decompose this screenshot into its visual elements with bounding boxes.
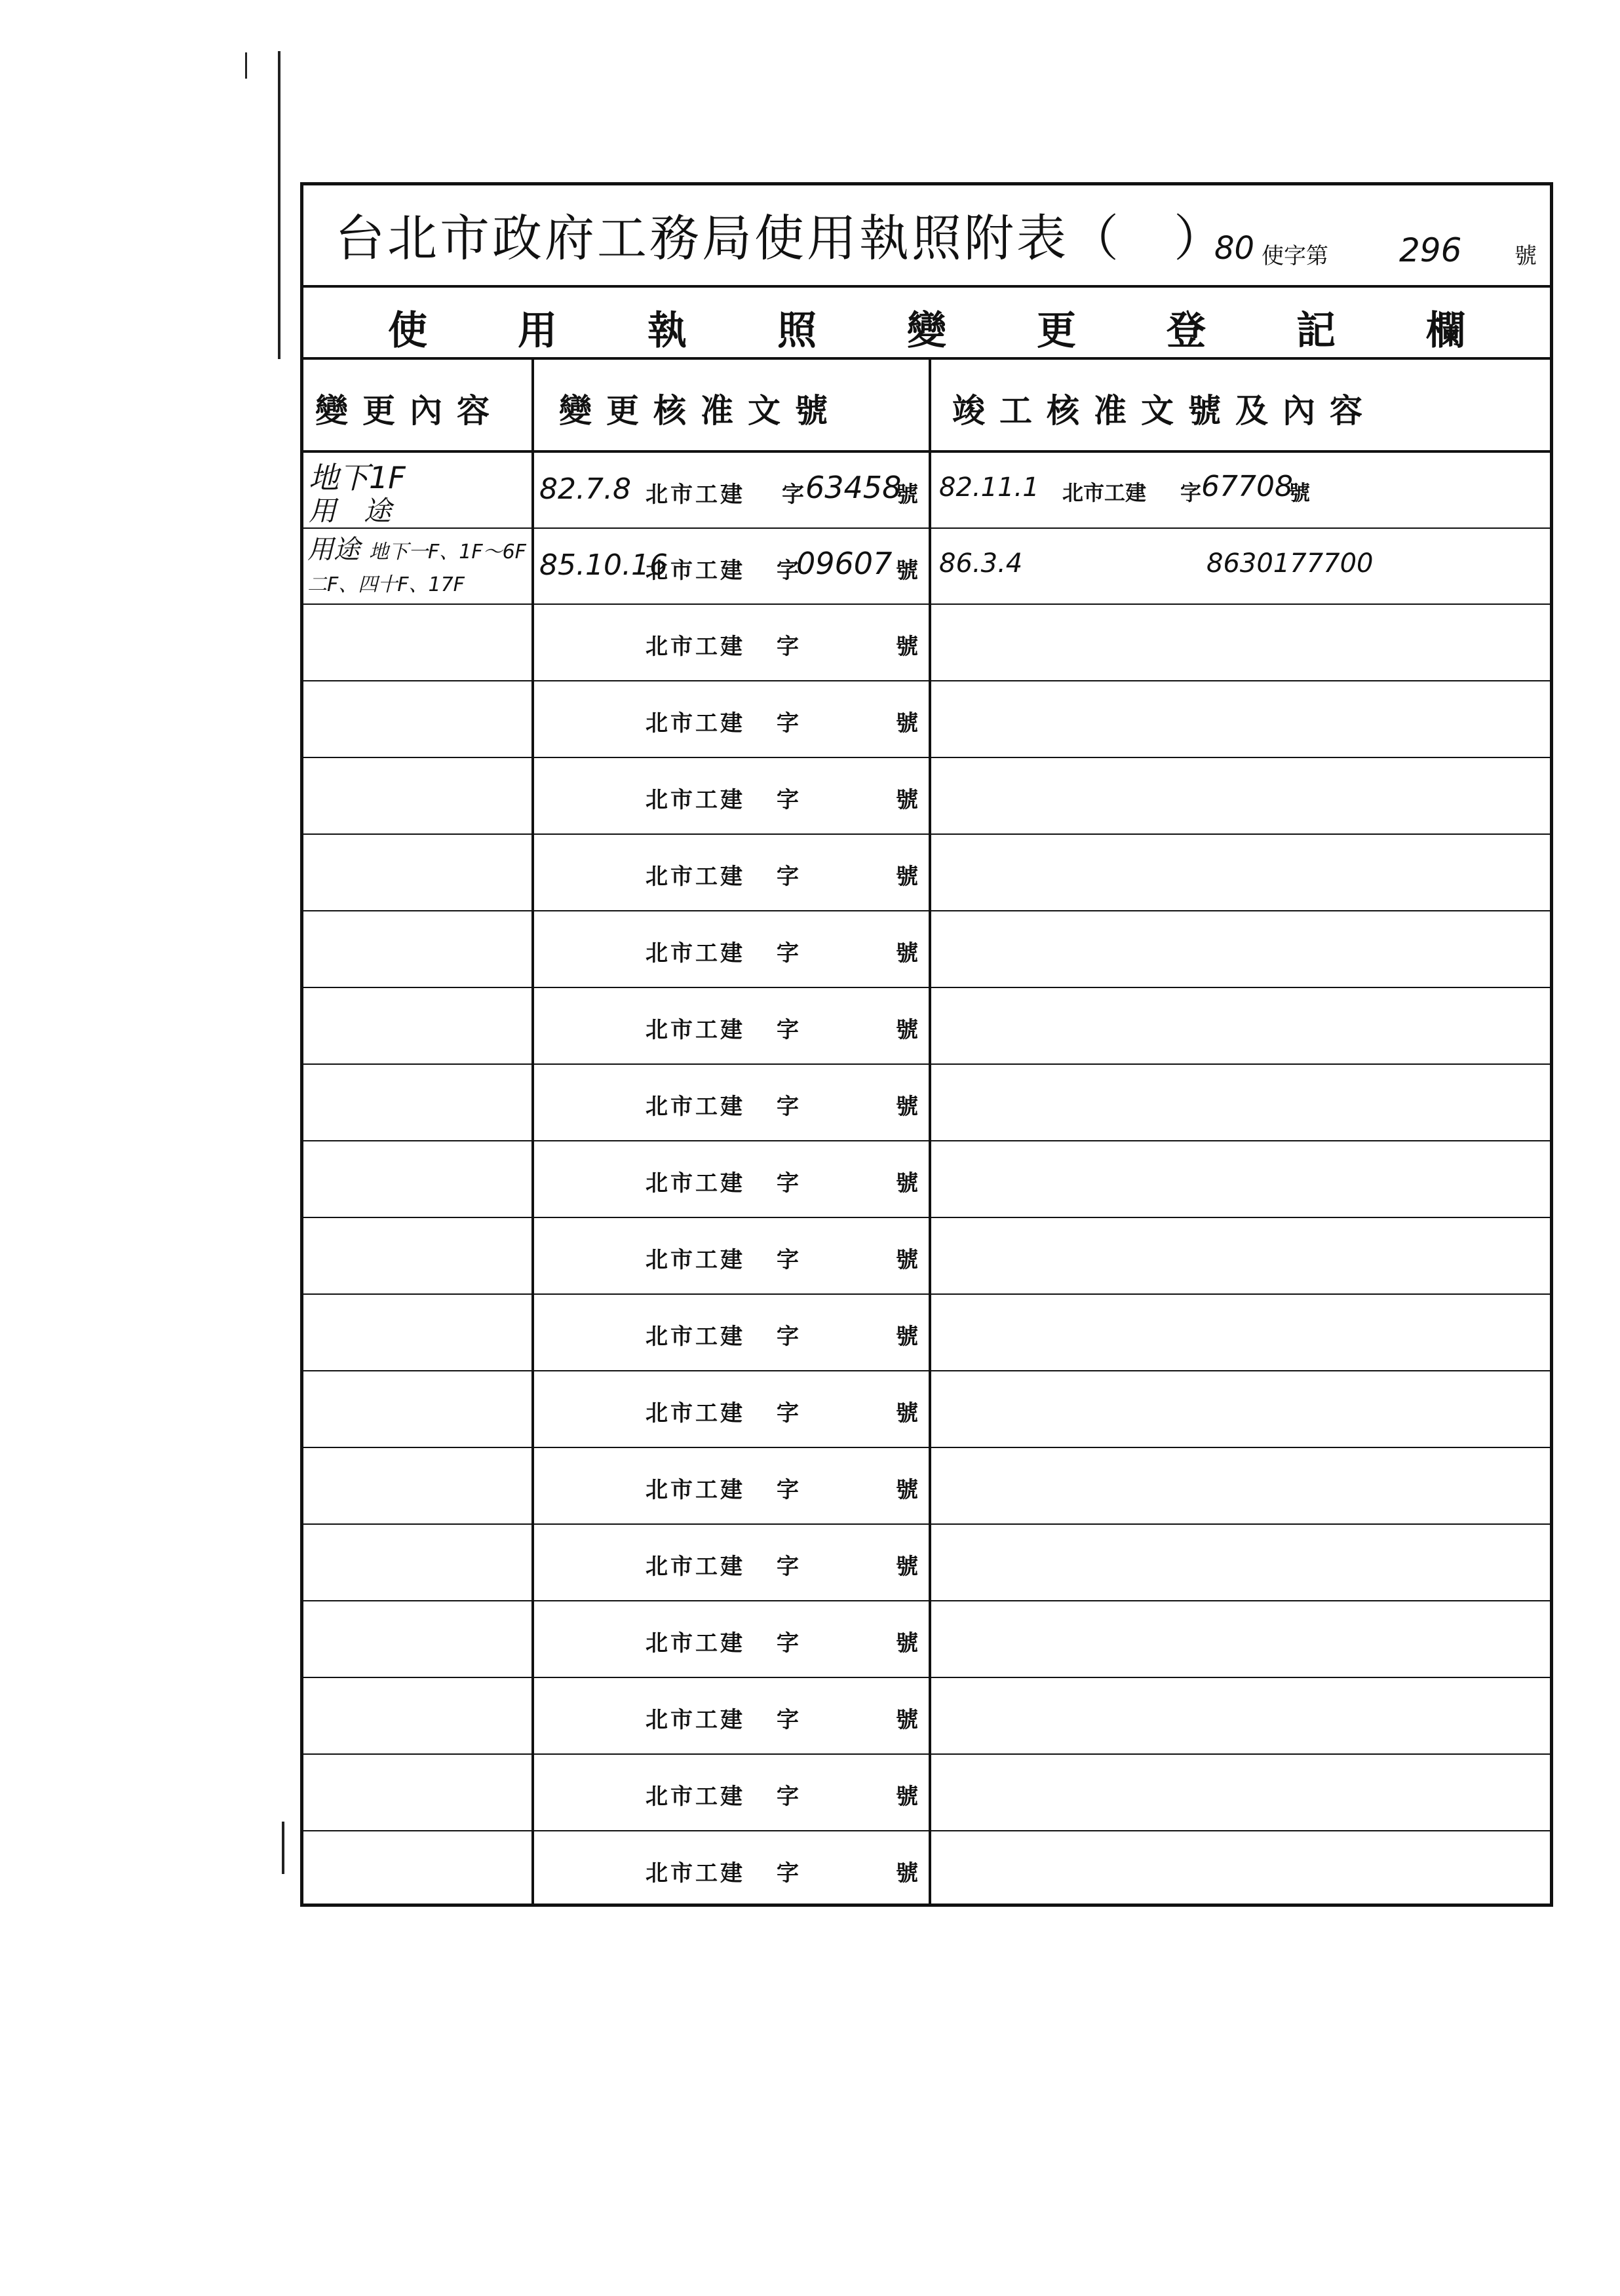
completion-ref-cell — [931, 681, 1550, 757]
approval-suffix: 號 — [896, 1477, 918, 1503]
approval-office: 北市工建 — [646, 1170, 745, 1196]
approval-char: 字 — [777, 1324, 799, 1350]
approval-suffix: 號 — [896, 1170, 918, 1196]
approval-suffix: 號 — [896, 634, 918, 660]
approval-suffix: 號 — [896, 1324, 918, 1350]
approval-ref-cell — [534, 1218, 929, 1293]
approval-char: 字 — [777, 1170, 799, 1196]
approval-office: 北市工建 — [646, 1630, 745, 1656]
approval-suffix: 號 — [896, 1860, 918, 1886]
change-content-cell — [303, 1525, 531, 1600]
approval-ref-cell — [534, 1065, 929, 1140]
permit-label: 使字第 — [1262, 243, 1328, 269]
approval-char: 字 — [777, 558, 799, 584]
approval-suffix: 號 — [896, 710, 918, 737]
table-row — [303, 1371, 1550, 1448]
table-row — [303, 911, 1550, 988]
form-title: 台北市政府工務局使用執照附表（ ） — [335, 209, 1226, 267]
approval-ref-cell — [534, 758, 929, 833]
approval-char: 字 — [777, 787, 799, 813]
completion-number: 67708 — [1201, 470, 1293, 503]
change-content-cell — [303, 758, 531, 833]
change-content-cell — [303, 453, 531, 527]
change-content-cell — [303, 1371, 531, 1447]
change-content-cell — [303, 1678, 531, 1753]
approval-office: 北市工建 — [646, 1860, 745, 1886]
column-header-approval-ref: 變更核准文號 — [559, 391, 842, 430]
change-content-cell — [303, 1601, 531, 1677]
change-content-cell — [303, 1218, 531, 1293]
approval-office: 北市工建 — [646, 1017, 745, 1043]
approval-ref-cell — [534, 1678, 929, 1753]
approval-suffix: 號 — [896, 558, 918, 584]
approval-char: 字 — [777, 1707, 799, 1733]
completion-ref-cell — [931, 1141, 1550, 1217]
change-content-cell — [303, 1295, 531, 1370]
approval-suffix: 號 — [896, 1400, 918, 1426]
permit-year: 80 — [1214, 230, 1255, 267]
approval-office: 北市工建 — [646, 1247, 745, 1273]
table-row — [303, 758, 1550, 835]
section-title-char: 欄 — [1426, 308, 1465, 354]
change-content-cell — [303, 529, 531, 603]
approval-suffix: 號 — [896, 1707, 918, 1733]
completion-ref-cell — [931, 453, 1550, 527]
approval-ref-cell — [534, 1371, 929, 1447]
change-content-text: 用 途 — [309, 495, 392, 527]
section-title-char: 照 — [777, 308, 817, 354]
completion-ref-cell — [931, 1218, 1550, 1293]
approval-office: 北市工建 — [646, 558, 745, 584]
completion-ref-cell — [931, 1525, 1550, 1600]
approval-office: 北市工建 — [646, 1707, 745, 1733]
approval-office: 北市工建 — [646, 787, 745, 813]
approval-ref-cell — [534, 1295, 929, 1370]
table-row — [303, 1065, 1550, 1141]
approval-ref-cell — [534, 1601, 929, 1677]
approval-char: 字 — [777, 1017, 799, 1043]
column-header-row — [303, 360, 1550, 453]
section-title-char: 執 — [647, 308, 687, 354]
scan-margin-mark — [282, 1822, 284, 1874]
column-header-change-content: 變更內容 — [315, 391, 504, 430]
table-row — [303, 1218, 1550, 1295]
change-content-cell — [303, 911, 531, 987]
approval-char: 字 — [782, 482, 804, 508]
table-row — [303, 529, 1550, 605]
approval-char: 字 — [777, 1094, 799, 1120]
approval-date: 85.10.16 — [539, 548, 668, 582]
approval-char: 字 — [777, 1860, 799, 1886]
usage-permit-change-form — [300, 182, 1553, 1907]
completion-ref-cell — [931, 1601, 1550, 1677]
completion-ref-cell — [931, 835, 1550, 910]
completion-suffix: 號 — [1289, 480, 1311, 505]
change-content-text: 地下一F、1F～6F — [369, 541, 526, 564]
change-content-cell — [303, 988, 531, 1063]
section-title — [303, 299, 1550, 356]
change-content-cell — [303, 1831, 531, 1907]
change-content-cell — [303, 681, 531, 757]
completion-date: 86.3.4 — [939, 548, 1023, 579]
table-row — [303, 835, 1550, 911]
approval-char: 字 — [777, 864, 799, 890]
approval-office: 北市工建 — [646, 1400, 745, 1426]
approval-char: 字 — [777, 1477, 799, 1503]
completion-ref-number: 8630177700 — [1206, 548, 1374, 579]
completion-ref-cell — [931, 1295, 1550, 1370]
approval-char: 字 — [777, 1630, 799, 1656]
approval-office: 北市工建 — [646, 940, 745, 966]
table-row — [303, 1755, 1550, 1831]
section-title-char: 更 — [1037, 308, 1076, 354]
completion-ref-cell — [931, 1678, 1550, 1753]
table-row — [303, 1525, 1550, 1601]
table-row — [303, 1141, 1550, 1218]
change-content-text: 地下1F — [309, 460, 406, 495]
completion-ref-cell — [931, 1065, 1550, 1140]
table-row — [303, 1831, 1550, 1907]
completion-ref-cell — [931, 1448, 1550, 1523]
completion-date: 82.11.1 — [939, 472, 1039, 503]
approval-char: 字 — [777, 940, 799, 966]
table-row — [303, 1295, 1550, 1371]
table-row — [303, 453, 1550, 529]
approval-char: 字 — [777, 1400, 799, 1426]
approval-office: 北市工建 — [646, 1094, 745, 1120]
permit-suffix: 號 — [1514, 243, 1537, 269]
section-title-char: 用 — [518, 308, 557, 354]
approval-ref-cell — [534, 1448, 929, 1523]
approval-date: 82.7.8 — [539, 472, 631, 506]
scan-margin-mark — [245, 52, 247, 79]
approval-ref-cell — [534, 681, 929, 757]
approval-number: 63458 — [805, 470, 902, 505]
approval-ref-cell — [534, 835, 929, 910]
completion-ref-cell — [931, 911, 1550, 987]
approval-ref-cell — [534, 453, 929, 527]
approval-suffix: 號 — [896, 1554, 918, 1580]
approval-office: 北市工建 — [646, 1554, 745, 1580]
approval-char: 字 — [777, 1247, 799, 1273]
approval-char: 字 — [777, 1784, 799, 1810]
approval-char: 字 — [777, 1554, 799, 1580]
completion-char: 字 — [1180, 480, 1202, 505]
approval-suffix: 號 — [896, 1630, 918, 1656]
approval-ref-cell — [534, 605, 929, 680]
approval-ref-cell — [534, 911, 929, 987]
change-content-text: 用途 — [307, 535, 360, 565]
change-content-cell — [303, 1065, 531, 1140]
column-header-completion-ref: 竣工核准文號及內容 — [952, 391, 1377, 430]
approval-char: 字 — [777, 710, 799, 737]
completion-ref-cell — [931, 1755, 1550, 1830]
scan-margin-mark — [278, 51, 280, 359]
table-row — [303, 605, 1550, 681]
approval-office: 北市工建 — [646, 710, 745, 737]
completion-ref-cell — [931, 605, 1550, 680]
approval-office: 北市工建 — [646, 864, 745, 890]
approval-office: 北市工建 — [646, 482, 745, 508]
entry-rows — [303, 453, 1550, 1904]
table-row — [303, 1448, 1550, 1525]
approval-suffix: 號 — [896, 482, 918, 508]
table-row — [303, 1678, 1550, 1755]
approval-ref-cell — [534, 1525, 929, 1600]
approval-ref-cell — [534, 529, 929, 603]
change-content-text: 二F、四十F、17F — [307, 573, 465, 596]
change-content-cell — [303, 835, 531, 910]
approval-ref-cell — [534, 988, 929, 1063]
approval-suffix: 號 — [896, 1094, 918, 1120]
completion-ref-cell — [931, 1831, 1550, 1907]
completion-office: 北市工建 — [1062, 480, 1147, 505]
approval-office: 北市工建 — [646, 1477, 745, 1503]
completion-ref-cell — [931, 988, 1550, 1063]
approval-office: 北市工建 — [646, 1784, 745, 1810]
approval-char: 字 — [777, 634, 799, 660]
completion-ref-cell — [931, 1371, 1550, 1447]
approval-ref-cell — [534, 1831, 929, 1907]
title-row — [303, 185, 1550, 288]
approval-suffix: 號 — [896, 787, 918, 813]
approval-suffix: 號 — [896, 1247, 918, 1273]
completion-ref-cell — [931, 758, 1550, 833]
completion-ref-cell — [931, 529, 1550, 603]
change-content-cell — [303, 1141, 531, 1217]
approval-suffix: 號 — [896, 864, 918, 890]
section-title-char: 使 — [388, 308, 427, 354]
approval-ref-cell — [534, 1755, 929, 1830]
approval-suffix: 號 — [896, 1017, 918, 1043]
change-content-cell — [303, 605, 531, 680]
change-content-cell — [303, 1755, 531, 1830]
approval-suffix: 號 — [896, 1784, 918, 1810]
section-title-char: 記 — [1296, 308, 1336, 354]
table-row — [303, 988, 1550, 1065]
section-title-char: 變 — [907, 308, 946, 354]
approval-suffix: 號 — [896, 940, 918, 966]
approval-number: 09607 — [796, 546, 893, 581]
approval-ref-cell — [534, 1141, 929, 1217]
change-content-cell — [303, 1448, 531, 1523]
table-row — [303, 1601, 1550, 1678]
section-heading-row — [303, 288, 1550, 360]
section-title-char: 登 — [1167, 308, 1206, 354]
permit-number: 296 — [1399, 231, 1462, 269]
approval-office: 北市工建 — [646, 634, 745, 660]
approval-office: 北市工建 — [646, 1324, 745, 1350]
table-row — [303, 681, 1550, 758]
